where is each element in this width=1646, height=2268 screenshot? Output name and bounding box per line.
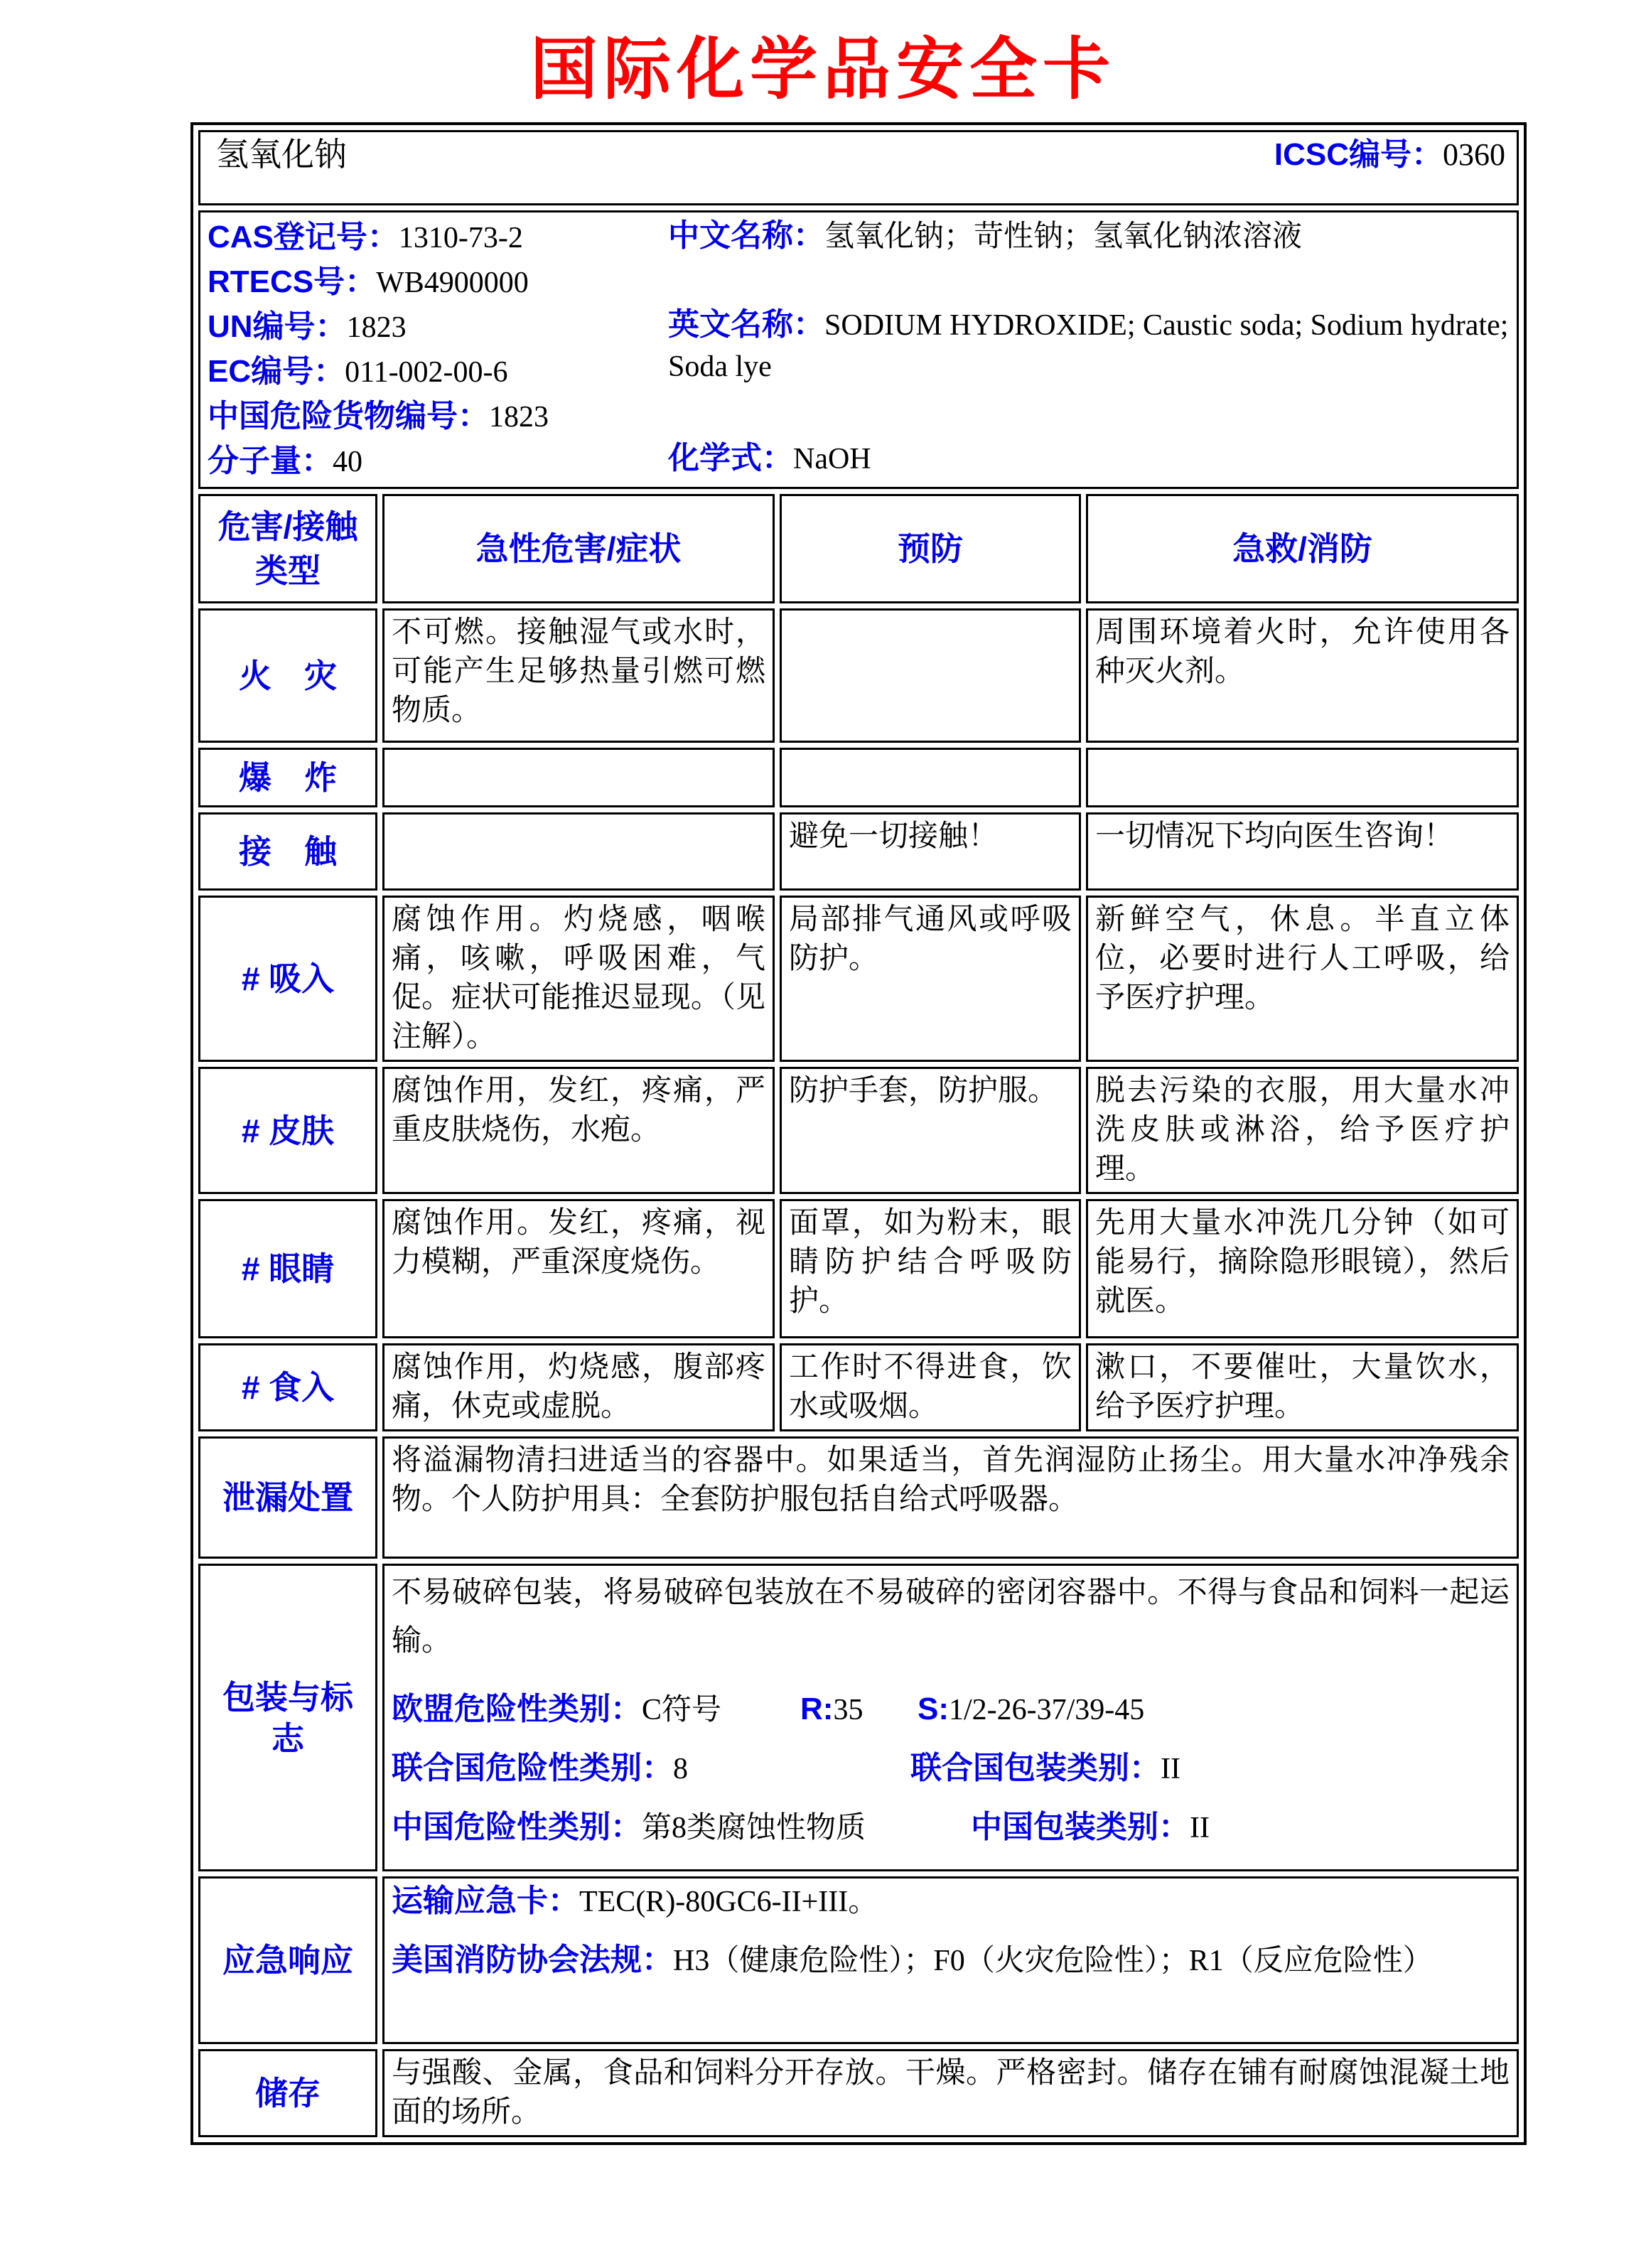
identifier-list	[208, 215, 668, 484]
eyes-first-aid: 先用大量水冲洗几分钟（如可能易行，摘除隐形眼镜），然后就医。	[1086, 1199, 1519, 1338]
cas-number-line: CAS登记号：1310-73-2	[208, 220, 523, 254]
hazard-table-header-row	[198, 494, 1519, 603]
chemical-formula-line: 化学式：NaOH	[668, 441, 871, 475]
hazard-row-skin	[198, 1067, 1519, 1194]
fire-prevention	[780, 608, 1081, 743]
un-number-line: UN编号：1823	[208, 309, 407, 344]
hazard-row-fire	[198, 608, 1519, 743]
header-hazard-type: 危害/接触 类型	[198, 494, 377, 603]
hazard-row-inhalation	[198, 896, 1519, 1062]
eyes-label: # 眼睛	[198, 1199, 377, 1338]
skin-symptoms: 腐蚀作用，发红，疼痛，严重皮肤烧伤，水疱。	[382, 1067, 775, 1194]
inhalation-label: # 吸入	[198, 896, 377, 1062]
page-title: 国际化学品安全卡	[529, 32, 1116, 107]
ec-number-line: EC编号：011-002-00-6	[208, 354, 508, 389]
icsc-label: ICSC编号：	[1274, 137, 1443, 172]
spillage-label: 泄漏处置	[198, 1436, 377, 1559]
ingestion-symptoms: 腐蚀作用，灼烧感，腹部疼痛，休克或虚脱。	[382, 1343, 775, 1431]
china-dangerous-goods-number-line: 中国危险货物编号：1823	[208, 399, 549, 434]
chinese-name-line: 中文名称：氢氧化钠；苛性钠；氢氧化钠浓溶液	[668, 218, 1303, 253]
eu-hazard-class-line: 欧盟危险性类别：C符号 R:35 S:1/2-26-37/39-45	[392, 1692, 1145, 1726]
storage-text: 与强酸、金属，食品和饲料分开存放。干燥。严格密封。储存在铺有耐腐蚀混凝土地面的场所。	[382, 2049, 1519, 2137]
inhalation-prevention: 局部排气通风或呼吸防护。	[780, 896, 1081, 1062]
explosion-label: 爆 炸	[198, 748, 377, 807]
hazard-row-ingestion	[198, 1343, 1519, 1431]
inhalation-first-aid: 新鲜空气，休息。半直立体位，必要时进行人工呼吸，给予医疗护理。	[1086, 896, 1519, 1062]
skin-prevention: 防护手套，防护服。	[780, 1067, 1081, 1194]
packaging-row	[198, 1564, 1519, 1871]
icsc-number: 0360	[1443, 137, 1505, 172]
tec-card-line: 运输应急卡：TEC(R)-80GC6-II+III。	[392, 1883, 878, 1918]
molecular-weight-line: 分子量：40	[208, 444, 362, 478]
header-first-aid: 急救/消防	[1086, 494, 1519, 603]
eyes-prevention: 面罩，如为粉末，眼睛防护结合呼吸防护。	[780, 1199, 1081, 1338]
hazard-row-eyes	[198, 1199, 1519, 1338]
emergency-label: 应急响应	[198, 1876, 377, 2044]
name-row	[198, 130, 1519, 205]
exposure-first-aid: 一切情况下均向医生咨询！	[1086, 812, 1519, 891]
spillage-row	[198, 1436, 1519, 1559]
header-acute-symptoms: 急性危害/症状	[382, 494, 775, 603]
fire-first-aid: 周围环境着火时，允许使用各种灭火剂。	[1086, 608, 1519, 743]
header-prevention: 预防	[780, 494, 1081, 603]
substance-name: 氢氧化钠	[216, 136, 347, 173]
rtecs-number-line: RTECS号：WB4900000	[208, 264, 529, 299]
ingestion-prevention: 工作时不得进食，饮水或吸烟。	[780, 1343, 1081, 1431]
ingestion-label: # 食入	[198, 1343, 377, 1431]
hazard-row-explosion	[198, 748, 1519, 807]
un-class-line: 联合国危险性类别：8 联合国包装类别：II	[392, 1751, 1180, 1785]
skin-label: # 皮肤	[198, 1067, 377, 1194]
hazard-row-exposure	[198, 812, 1519, 891]
storage-row	[198, 2049, 1519, 2137]
exposure-prevention: 避免一切接触！	[780, 812, 1081, 891]
exposure-symptoms	[382, 812, 775, 891]
fire-symptoms: 不可燃。接触湿气或水时，可能产生足够热量引燃可燃物质。	[382, 608, 775, 743]
safety-card-table	[190, 122, 1527, 2145]
skin-first-aid: 脱去污染的衣服，用大量水冲洗皮肤或淋浴，给予医疗护理。	[1086, 1067, 1519, 1194]
packaging-label: 包装与标志	[198, 1564, 377, 1871]
explosion-symptoms	[382, 748, 775, 807]
exposure-label: 接 触	[198, 812, 377, 891]
spillage-text: 将溢漏物清扫进适当的容器中。如果适当，首先润湿防止扬尘。用大量水冲净残余物。个人防护用具：全套防护服包括自给式呼吸器。	[382, 1436, 1519, 1559]
english-name-line: 英文名称：SODIUM HYDROXIDE; Caustic soda; Sodium hydrate; Soda lye	[668, 307, 1509, 383]
emergency-row	[198, 1876, 1519, 2044]
fire-label: 火 灾	[198, 608, 377, 743]
packaging-content	[382, 1564, 1519, 1871]
storage-label: 储存	[198, 2049, 377, 2137]
packaging-intro: 不易破碎包装，将易破碎包装放在不易破碎的密闭容器中。不得与食品和饲料一起运输。	[392, 1576, 1510, 1657]
explosion-prevention	[780, 748, 1081, 807]
identifiers-row	[198, 210, 1519, 489]
names-block	[668, 215, 1510, 484]
inhalation-symptoms: 腐蚀作用。灼烧感，咽喉痛，咳嗽，呼吸困难，气促。症状可能推迟显现。（见注解）。	[382, 896, 775, 1062]
ingestion-first-aid: 漱口，不要催吐，大量饮水，给予医疗护理。	[1086, 1343, 1519, 1431]
cn-class-line: 中国危险性类别：第8类腐蚀性物质 中国包装类别：II	[392, 1810, 1210, 1844]
emergency-content	[382, 1876, 1519, 2044]
eyes-symptoms: 腐蚀作用。发红，疼痛，视力模糊，严重深度烧伤。	[382, 1199, 775, 1338]
nfpa-line: 美国消防协会法规：H3（健康危险性）；F0（火灾危险性）；R1（反应危险性）	[392, 1942, 1433, 1977]
explosion-first-aid	[1086, 748, 1519, 807]
